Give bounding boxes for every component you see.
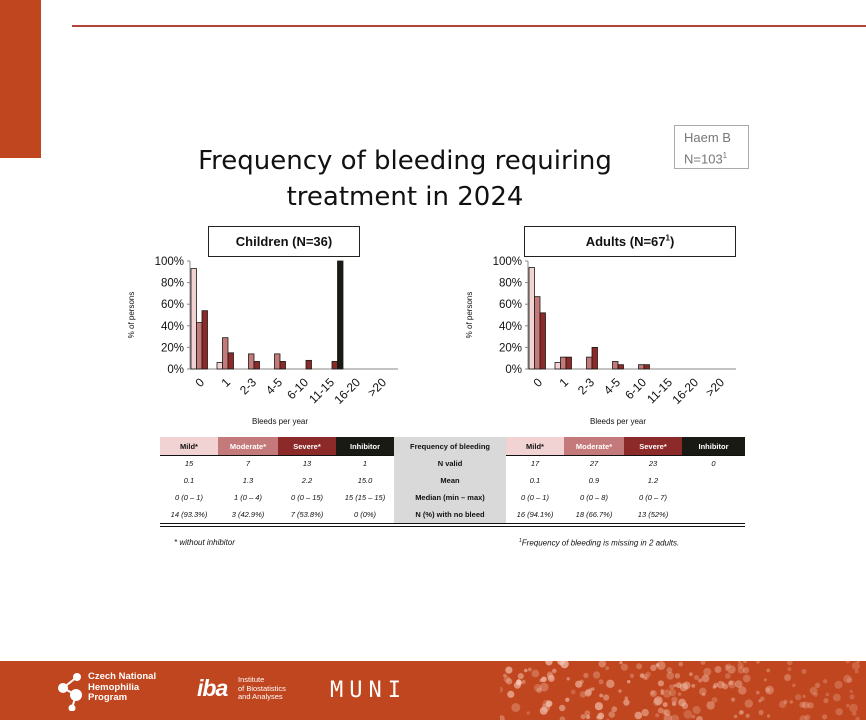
footer-dot <box>547 673 554 680</box>
footer-dot <box>698 679 702 683</box>
haem-badge-line1: Haem B <box>684 130 731 145</box>
footer-dot <box>636 663 642 669</box>
x-tick-label: 11-15 <box>644 375 676 407</box>
footer-dot <box>627 680 630 683</box>
footer-dot <box>524 669 528 673</box>
footer-dot <box>511 703 520 712</box>
footer-dot <box>618 689 621 692</box>
bar-mild-1 <box>555 363 561 369</box>
footer-dot <box>815 683 820 688</box>
footer-dot <box>676 682 682 688</box>
footer-dot <box>595 702 603 710</box>
footer-dot <box>758 710 763 715</box>
footer-dot <box>731 698 735 702</box>
footer-dot <box>611 706 617 712</box>
footer-dot <box>735 680 743 688</box>
table-cell <box>682 472 745 489</box>
table-cell: 0 <box>711 459 716 468</box>
y-tick-label: 100% <box>154 256 184 268</box>
footer-dot <box>635 712 643 720</box>
footer-dot <box>684 710 693 719</box>
table-cell: 0 (0 – 8) <box>580 493 608 502</box>
haem-badge-line2: $N=103^1$ <box>684 151 728 167</box>
footer-dot <box>725 673 731 679</box>
footer-dot <box>835 681 843 689</box>
cnhp-logo-icon <box>56 671 86 711</box>
footer-dot <box>500 715 505 720</box>
y-tick-label: 20% <box>498 342 522 355</box>
footer-dot <box>583 673 588 678</box>
adults-bar-chart <box>458 250 758 430</box>
footer-dot <box>593 671 600 678</box>
table-cell: 15.0 <box>357 476 373 485</box>
footer-dot <box>678 692 682 696</box>
footer-dot <box>826 693 830 697</box>
footer-dot <box>546 700 553 707</box>
bar-severe-0 <box>540 313 546 369</box>
bar-severe-4 <box>644 365 650 369</box>
table-cell: 15 <box>184 459 194 468</box>
footer-dot <box>850 694 855 699</box>
row-label: Median (min – max) <box>394 489 506 506</box>
footer-dot <box>653 699 661 707</box>
table-cell: 3 (42.9%) <box>231 510 265 519</box>
iba-logo-subtitle: Institute of Biostatistics and Analyses <box>238 675 286 701</box>
footer-dot <box>565 698 569 702</box>
footer-dot <box>699 688 707 696</box>
footer-dot <box>661 692 664 695</box>
footer-dot <box>823 698 828 703</box>
footer-dot <box>656 663 660 667</box>
table-cell: 0 (0 – 7) <box>639 493 667 502</box>
table-cell: 18 (66.7%) <box>575 510 613 519</box>
footnote-right: $^1$Frequency of bleeding is missing in 2 adults. <box>519 538 680 548</box>
haem-badge <box>674 125 749 169</box>
table-bottom-rule-double <box>160 526 745 527</box>
footer-dot <box>779 701 786 708</box>
footer-dot <box>630 674 634 678</box>
bar-severe-2 <box>592 347 598 369</box>
footer-dot <box>845 661 850 664</box>
y-tick-label: 60% <box>498 299 522 312</box>
hdr-right-mild: Mild* <box>506 437 564 455</box>
table-cell: 0.1 <box>529 476 541 485</box>
footer-dot <box>836 708 843 715</box>
footer-dot <box>545 661 552 666</box>
footer-dot <box>642 674 649 681</box>
footer-dot <box>666 672 674 680</box>
x-tick-label: 0 <box>192 375 208 390</box>
title-line1: Frequency of bleeding requiring <box>198 146 612 176</box>
table-cell: 0.9 <box>588 476 600 485</box>
footer-dot <box>725 668 728 671</box>
table-cell: 0 (0 – 1) <box>175 493 203 502</box>
table-cell: 0 (0 – 15) <box>290 493 324 502</box>
footer-dot <box>784 674 791 681</box>
footer-dot <box>650 691 654 695</box>
children-bar-chart <box>120 250 420 430</box>
cnhp-logo-text: Czech National Hemophilia Program <box>88 671 157 703</box>
footer-dot <box>764 678 767 681</box>
footer-dot <box>675 673 680 678</box>
bar-severe-1 <box>228 353 234 369</box>
title-line2: treatment in 2024 <box>286 182 524 212</box>
footer-dot <box>843 675 851 683</box>
table-cell: 1 (0 – 4) <box>234 493 262 502</box>
footer-dot <box>701 661 706 665</box>
footer-dot <box>586 715 590 719</box>
footer-dot <box>532 670 540 678</box>
table-cell: 1.3 <box>242 476 254 485</box>
footer-dot <box>619 661 622 664</box>
muni-logo-text: MUNI <box>330 678 407 703</box>
table-cell: 15 (15 – 15) <box>344 493 386 502</box>
hdr-right-inhibitor: Inhibitor <box>682 437 745 455</box>
footer-dot <box>500 687 503 693</box>
footer-dot <box>571 690 576 695</box>
footer-dot <box>541 677 547 683</box>
footer-dot <box>767 714 770 717</box>
y-tick-label: 80% <box>498 277 522 290</box>
footer-dot <box>669 689 676 696</box>
footer-dot <box>790 700 794 704</box>
footer-dot <box>801 669 806 674</box>
x-tick-label: 4-5 <box>262 375 286 398</box>
footnote-left: * without inhibitor <box>174 538 235 547</box>
table-cell: 23 <box>648 459 658 468</box>
table-cell <box>682 489 745 506</box>
footer-dot <box>669 684 674 689</box>
footer-dot <box>850 690 853 693</box>
row-label: Mean <box>394 472 506 489</box>
table-cell: 13 (52%) <box>637 510 669 519</box>
footer-dot <box>662 709 668 715</box>
table-cell: 13 <box>302 459 312 468</box>
footer-dot <box>852 662 860 670</box>
footer-dot <box>505 667 512 674</box>
footer-dot <box>540 707 548 715</box>
footer-dot <box>722 684 728 690</box>
footer-dot <box>655 713 659 717</box>
table-cell: 1 <box>362 459 368 468</box>
hdr-left-mild: Mild* <box>160 437 218 455</box>
footer-dot <box>728 680 736 688</box>
bar-severe-0 <box>202 311 208 369</box>
footer-dot <box>792 684 796 688</box>
top-divider <box>72 25 866 27</box>
y-axis-title: % of persons <box>465 291 474 339</box>
footer-dot <box>581 714 586 719</box>
footer-dot <box>715 666 722 673</box>
row-label: N (%) with no bleed <box>394 506 506 523</box>
hdr-left-inhibitor: Inhibitor <box>336 437 394 455</box>
bar-moderate-0 <box>197 323 203 369</box>
footer-dot <box>734 715 738 719</box>
bar-inhibitor-5 <box>338 261 344 369</box>
x-tick-label: 16-20 <box>331 375 364 407</box>
table-cell: 17 <box>530 459 540 468</box>
footer-dot <box>605 666 609 670</box>
footer-dot <box>534 684 542 692</box>
footer-dot <box>805 715 810 720</box>
footer-dot <box>671 697 677 703</box>
footer-dot <box>713 685 717 689</box>
footer-dot <box>802 702 809 709</box>
footer-dot <box>787 661 793 665</box>
bar-moderate-1 <box>561 357 567 369</box>
footer-dot <box>739 710 743 714</box>
footer-dot <box>756 691 760 695</box>
footer-dot <box>507 691 514 698</box>
table-row <box>160 455 745 472</box>
footer-dot <box>599 661 607 668</box>
footer-dot <box>822 714 827 719</box>
footer-dot <box>683 682 691 690</box>
footer-dot <box>766 669 770 673</box>
children-chart-title: Children (N=36) <box>208 226 360 257</box>
hdr-left-moderate: Moderate* <box>218 437 278 455</box>
footer-dot <box>658 680 664 686</box>
row-label: N valid <box>394 455 506 472</box>
footer-dot <box>745 699 753 707</box>
footer-dot <box>585 690 592 697</box>
footer-dot <box>727 665 735 673</box>
iba-logo-text: iba <box>197 675 228 701</box>
y-tick-label: 0% <box>505 364 522 376</box>
table-bottom-rule <box>160 523 745 524</box>
footer-dot <box>691 684 695 688</box>
footer-dot <box>765 686 774 695</box>
y-tick-label: 20% <box>160 342 184 355</box>
table-row <box>160 506 745 523</box>
footer-dot <box>738 667 745 674</box>
footer-dot-pattern <box>500 661 866 720</box>
table-cell: 0 (0 – 1) <box>521 493 549 502</box>
hdr-mid: Frequency of bleeding <box>394 437 506 455</box>
y-axis-title: % of persons <box>127 291 136 339</box>
footer-dot <box>603 694 609 700</box>
footer-dot <box>567 677 570 680</box>
footer-dot <box>694 675 699 680</box>
footer-dot <box>696 716 703 720</box>
footer-dot <box>606 680 614 688</box>
table-cell: 7 <box>245 459 251 468</box>
x-tick-label: 6-10 <box>622 375 650 403</box>
footer-dot <box>852 712 856 716</box>
footer-dot <box>559 705 565 711</box>
table-cell: 16 (94.1%) <box>516 510 554 519</box>
bar-mild-0 <box>191 269 197 369</box>
x-tick-label: >20 <box>364 375 390 400</box>
x-tick-label: 11-15 <box>306 375 338 407</box>
footer-dot <box>621 664 628 671</box>
footer-dot <box>758 699 761 702</box>
slide-title <box>150 143 660 215</box>
table-header-row <box>160 437 745 455</box>
footer-dot <box>580 680 584 684</box>
bar-severe-5 <box>332 361 338 369</box>
footer-dot <box>642 709 649 716</box>
table-cell: 0.1 <box>183 476 195 485</box>
bar-severe-2 <box>254 361 260 369</box>
bar-severe-4 <box>306 360 312 369</box>
table-row <box>160 472 745 489</box>
hdr-right-moderate: Moderate* <box>564 437 624 455</box>
bar-moderate-3 <box>613 361 619 369</box>
footer-dot <box>703 668 711 676</box>
x-axis-title: Bleeds per year <box>251 417 309 426</box>
footer-dot <box>706 701 714 709</box>
footer-dot <box>599 694 603 698</box>
x-tick-label: 6-10 <box>284 375 312 403</box>
y-tick-label: 0% <box>167 364 184 376</box>
footer-dot <box>552 669 557 674</box>
bar-moderate-2 <box>587 357 593 369</box>
bar-moderate-4 <box>639 365 645 369</box>
footer-dot <box>503 674 507 678</box>
x-tick-label: >20 <box>702 375 728 400</box>
y-tick-label: 100% <box>492 256 522 268</box>
footer-dot <box>746 714 750 718</box>
footer-dot <box>650 665 656 671</box>
footer-bar <box>0 661 866 720</box>
y-tick-label: 60% <box>160 299 184 312</box>
table-cell: 0 (0%) <box>353 510 377 519</box>
table-cell: 2.2 <box>301 476 313 485</box>
footer-dot <box>833 694 841 702</box>
x-tick-label: 4-5 <box>600 375 624 398</box>
footer-dot <box>689 672 693 676</box>
footer-dot <box>609 711 616 718</box>
accent-block <box>0 0 41 158</box>
footer-dot <box>803 695 806 698</box>
footer-dot <box>599 679 604 684</box>
table-cell <box>682 506 745 523</box>
x-tick-label: 1 <box>556 375 572 390</box>
hdr-right-severe: Severe* <box>624 437 682 455</box>
table-row <box>160 489 745 506</box>
y-tick-label: 80% <box>160 277 184 290</box>
footer-dot <box>506 678 512 684</box>
footer-dot <box>682 703 688 709</box>
bar-moderate-0 <box>535 297 541 369</box>
footer-dot <box>823 679 827 683</box>
footer-dot <box>693 706 701 714</box>
y-tick-label: 40% <box>160 320 184 333</box>
footer-dot <box>846 704 850 708</box>
bar-moderate-1 <box>223 338 229 369</box>
x-tick-label: 2-3 <box>236 375 260 398</box>
footer-dot <box>527 711 530 714</box>
footer-dot <box>521 680 525 684</box>
table-cell: 7 (53.8%) <box>290 510 324 519</box>
bar-severe-1 <box>566 357 572 369</box>
footer-dot <box>518 673 524 679</box>
footer-dot <box>787 667 791 671</box>
footer-dot <box>623 699 629 705</box>
footer-dot <box>855 670 859 674</box>
bar-severe-3 <box>280 361 286 369</box>
footer-dot <box>516 679 521 684</box>
footer-dot <box>795 694 801 700</box>
bleeding-stats-table <box>160 437 745 523</box>
footer-dot <box>810 687 818 695</box>
table-cell: 1.2 <box>647 476 659 485</box>
hdr-left-severe: Severe* <box>278 437 336 455</box>
bar-severe-3 <box>618 365 624 369</box>
footer-dot <box>663 702 668 707</box>
footer-dot <box>743 675 751 683</box>
footer-dot <box>560 716 566 720</box>
footer-dot <box>756 661 760 664</box>
bar-mild-0 <box>529 267 535 369</box>
footer-dot <box>743 661 747 663</box>
bar-mild-1 <box>217 363 223 369</box>
bar-moderate-2 <box>249 354 255 369</box>
x-tick-label: 2-3 <box>574 375 598 398</box>
footer-dot <box>849 704 858 713</box>
table-cell: 14 (93.3%) <box>170 510 208 519</box>
bar-moderate-3 <box>275 354 281 369</box>
x-axis-title: Bleeds per year <box>589 417 647 426</box>
x-tick-label: 0 <box>530 375 546 390</box>
table-cell: 27 <box>589 459 599 468</box>
x-tick-label: 1 <box>218 375 234 390</box>
footer-dot <box>671 715 679 720</box>
y-tick-label: 40% <box>498 320 522 333</box>
x-tick-label: 16-20 <box>669 375 702 407</box>
footer-dot <box>679 662 684 667</box>
footer-dot <box>528 668 532 672</box>
adults-chart-title: Adults $(N=67^1)$ <box>524 226 736 257</box>
